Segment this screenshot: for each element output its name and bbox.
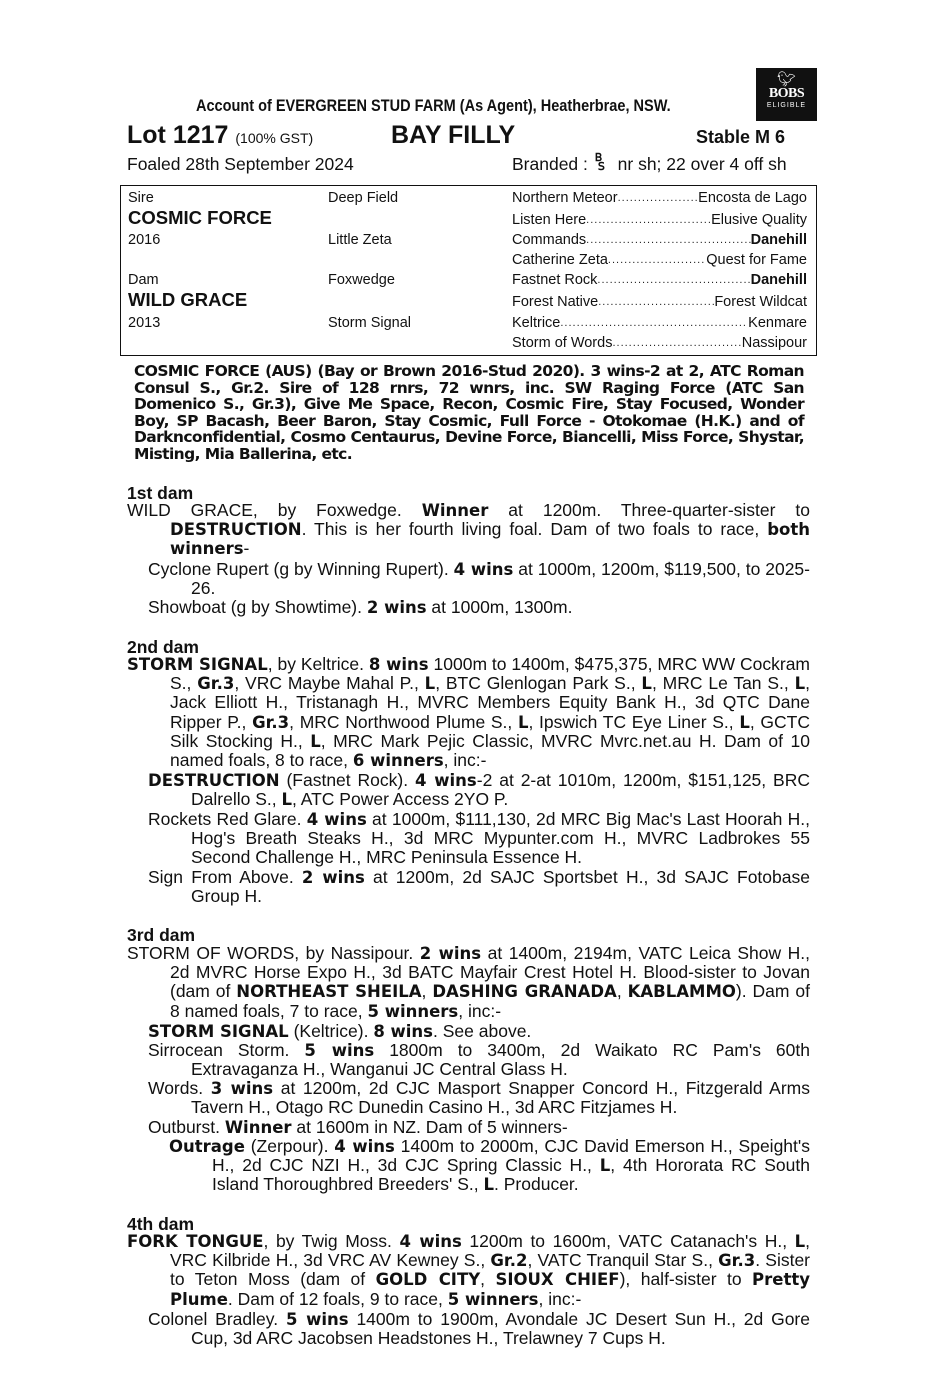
- gen3-row: Fastnet Rock ..... Danehill: [512, 272, 807, 289]
- bird-icon: 🐦︎: [776, 71, 797, 88]
- gen3-row: Catherine Zeta ..... Quest for Fame: [512, 252, 807, 269]
- brand-info: Branded : 𝖡 𝖲 nr sh; 22 over 4 off sh: [512, 152, 787, 174]
- family-entry: Rockets Red Glare. 4 wins at 1000m, $111,130, 2d MRC Big Mac's Last Hoorah H., Hog's Breath Steaks H., 3d MRC Mypunter.com H., MVRC Ladbrokes 55 Second Challenge H., MRC Peninsula Essence H.: [148, 809, 810, 868]
- bobs-eligible-logo: 🐦︎ BOBS ELIGIBLE: [756, 68, 817, 121]
- family-entry: WILD GRACE, by Foxwedge. Winner at 1200m. Three-quarter-sister to DESTRUCTION. This is her fourth living foal. Dam of two foals to race, both winners-: [127, 500, 810, 559]
- family-entry: STORM SIGNAL, by Keltrice. 8 wins 1000m to 1400m, $475,375, MRC WW Cockram S., Gr.3, VRC Maybe Mahal P., L, BTC Glenlogan Park S., L, MRC Le Tan S., L, Jack Elliott H., Tristanagh H., MVRC Members Equity Bank H., 3d QTC Dane Ripper P., Gr.3, MRC Northwood Plume S., L, Ipswich TC Eye Liner S., L, GCTC Silk Stocking H., L, MRC Mark Pejic Classic, MVRC Mvrc.net.au H. Dam of 10 named foals, 8 to race, 6 winners, inc:-: [127, 654, 811, 771]
- stable-location: Stable M 6: [696, 127, 786, 147]
- sire-sire: Deep Field: [328, 190, 399, 206]
- family-entry: Sign From Above. 2 wins at 1200m, 2d SAJC Sportsbet H., 3d SAJC Fotobase Group H.: [148, 867, 810, 907]
- vendor-account: Account of EVERGREEN STUD FARM (As Agent), Heatherbrae, NSW.: [196, 97, 671, 115]
- lot-number: Lot 1217 (100% GST): [127, 121, 314, 149]
- family-entry: Words. 3 wins at 1200m, 2d CJC Masport Snapper Concord H., Fitzgerald Arms Tavern H., Otago RC Dunedin Casino H., 3d ARC Fitzjames H.: [148, 1078, 811, 1118]
- family-entry: Cyclone Rupert (g by Winning Rupert). 4 wins at 1000m, 1200m, $119,500, to 2025-26.: [148, 559, 810, 599]
- heading-4th-dam: 4th dam: [127, 1214, 195, 1234]
- sire-label: Sire: [128, 190, 154, 206]
- family-entry: Colonel Bradley. 5 wins 1400m to 1900m, Avondale JC Desert Sun H., 2d Gore Cup, 3d ARC Jacobsen Headstones H., Trelawney 7 Cups H.: [148, 1309, 810, 1349]
- sire-dam: Little Zeta: [328, 232, 392, 248]
- gen3-row: Keltrice ..... Kenmare: [512, 315, 807, 332]
- family-entry: Outburst. Winner at 1600m in NZ. Dam of 5 winners-: [148, 1117, 568, 1137]
- heading-3rd-dam: 3rd dam: [127, 925, 196, 945]
- dam-dam: Storm Signal: [328, 315, 412, 331]
- gst-note: (100% GST): [235, 130, 314, 146]
- family-entry: STORM SIGNAL (Keltrice). 8 wins. See above.: [148, 1021, 532, 1041]
- gen3-row: Storm of Words ..... Nassipour: [512, 335, 807, 352]
- heading-2nd-dam: 2nd dam: [127, 637, 199, 657]
- family-entry: Outrage (Zerpour). 4 wins 1400m to 2000m, CJC David Emerson H., Speight's H., 2d CJC NZI H., 3d CJC Spring Classic H., L, 4th Hororata RC South Island Thoroughbred Breeders' S., L. Producer.: [169, 1136, 810, 1195]
- gen3-row: Northern Meteor ..... Encosta de Lago: [512, 190, 807, 207]
- dam-year: 2013: [128, 315, 161, 331]
- family-entry: STORM OF WORDS, by Nassipour. 2 wins at 1400m, 2194m, VATC Leica Show H., 2d MVRC Horse Expo H., 3d BATC Mayfair Crest Hotel H. Blood-sister to Jovan (dam of NORTHEAST SHEILA, DASHING GRANADA, KABLAMMO). Dam of 8 named foals, 7 to race, 5 winners, inc:-: [127, 943, 811, 1021]
- gen3-row: Forest Native ..... Forest Wildcat: [512, 294, 807, 311]
- dam-label: Dam: [128, 272, 159, 288]
- dam-name: WILD GRACE: [128, 289, 248, 310]
- dam-sire: Foxwedge: [328, 272, 395, 288]
- gen3-row: Commands ..... Danehill: [512, 232, 807, 249]
- brand-mark-icon: 𝖡 𝖲: [594, 152, 605, 173]
- sire-summary: COSMIC FORCE (AUS) (Bay or Brown 2016-Stud 2020). 3 wins-2 at 2, ATC Roman Consul S., Gr.2. Sire of 128 rnrs, 72 wnrs, inc. SW Raging Force (ATC San Domenico S., Gr.3), Give Me Space, Recon, Cosmic Fire, Stay Focused, Wonder Boy, SP Bacash, Beer Baron, Stay Cosmic, Full Force - Otokomae (H.K.) and of Darknconfidential, Cosmo Centaurus, Devine Force, Biancelli, Miss Force, Shystar, Misting, Mia Ballerina, etc.: [134, 362, 804, 463]
- family-entry: DESTRUCTION (Fastnet Rock). 4 wins-2 at 2-at 1010m, 1200m, $151,125, BRC Dalrello S., L, ATC Power Access 2YO P.: [148, 770, 810, 810]
- foaling-date: Foaled 28th September 2024: [127, 154, 354, 174]
- gen3-row: Listen Here ..... Elusive Quality: [512, 212, 807, 229]
- horse-description: BAY FILLY: [391, 121, 516, 149]
- heading-1st-dam: 1st dam: [127, 483, 194, 503]
- family-entry: Showboat (g by Showtime). 2 wins at 1000m, 1300m.: [148, 597, 573, 617]
- pedigree-table: [120, 185, 817, 356]
- family-entry: FORK TONGUE, by Twig Moss. 4 wins 1200m to 1600m, VATC Catanach's H., L, VRC Kilbride H., 3d VRC AV Kewney S., Gr.2, VATC Tranquil Star S., Gr.3. Sister to Teton Moss (dam of GOLD CITY, SIOUX CHIEF), half-sister to Pretty Plume. Dam of 12 foals, 9 to race, 5 winners, inc:-: [127, 1231, 811, 1309]
- sire-name: COSMIC FORCE: [128, 207, 272, 228]
- family-entry: Sirrocean Storm. 5 wins 1800m to 3400m, 2d Waikato RC Pam's 60th Extravaganza H., Wanganui JC Central Glass H.: [148, 1040, 810, 1080]
- sire-year: 2016: [128, 232, 161, 248]
